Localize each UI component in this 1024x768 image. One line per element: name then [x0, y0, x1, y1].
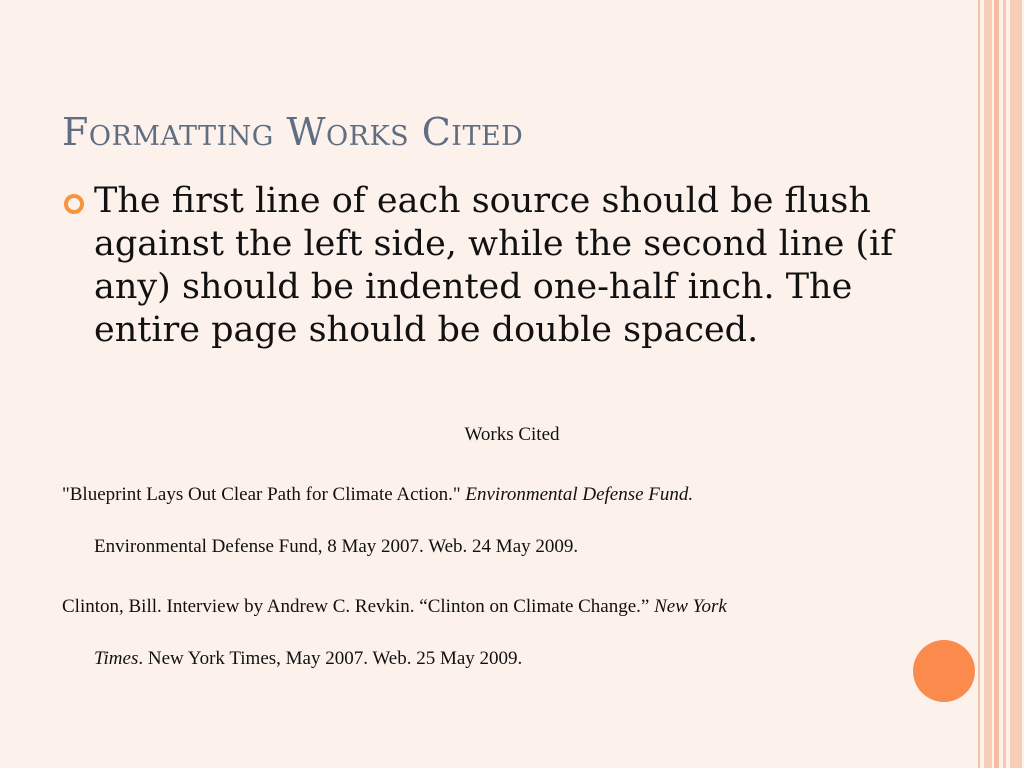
decorative-stripe [1010, 0, 1022, 768]
slide-title: Formatting Works Cited [62, 110, 524, 154]
citation-text: Clinton, Bill. Interview by Andrew C. Revkin. “Clinton on Climate Change.” [62, 596, 655, 617]
citation-entry-2-line-2 [94, 648, 522, 670]
citation-entry-1-line-1 [62, 484, 693, 506]
citation-source-title: Times [94, 648, 139, 669]
orange-circle-icon [913, 640, 975, 702]
works-cited-heading: Works Cited [464, 424, 560, 445]
decorative-stripe [1003, 0, 1006, 768]
citation-source-title: New York [654, 596, 727, 617]
decorative-stripe [984, 0, 992, 768]
decorative-stripe [994, 0, 999, 768]
citation-source-title: Environmental Defense Fund. [465, 484, 694, 505]
bullet-text: The first line of each source should be flush against the left side, while the second line (if any) should be indented one-half inch. The entire page should be double spaced. [94, 181, 894, 350]
citation-entry-2-line-1 [62, 596, 727, 618]
citation-text: . New York Times, May 2007. Web. 25 May 2009. [138, 648, 523, 669]
citation-text: Environmental Defense Fund, 8 May 2007. Web. 24 May 2009. [94, 536, 579, 557]
citation-text: "Blueprint Lays Out Clear Path for Climate Action." [62, 484, 466, 505]
ring-bullet-icon [64, 194, 84, 214]
citation-entry-1-line-2 [94, 536, 578, 558]
decorative-stripe [978, 0, 980, 768]
